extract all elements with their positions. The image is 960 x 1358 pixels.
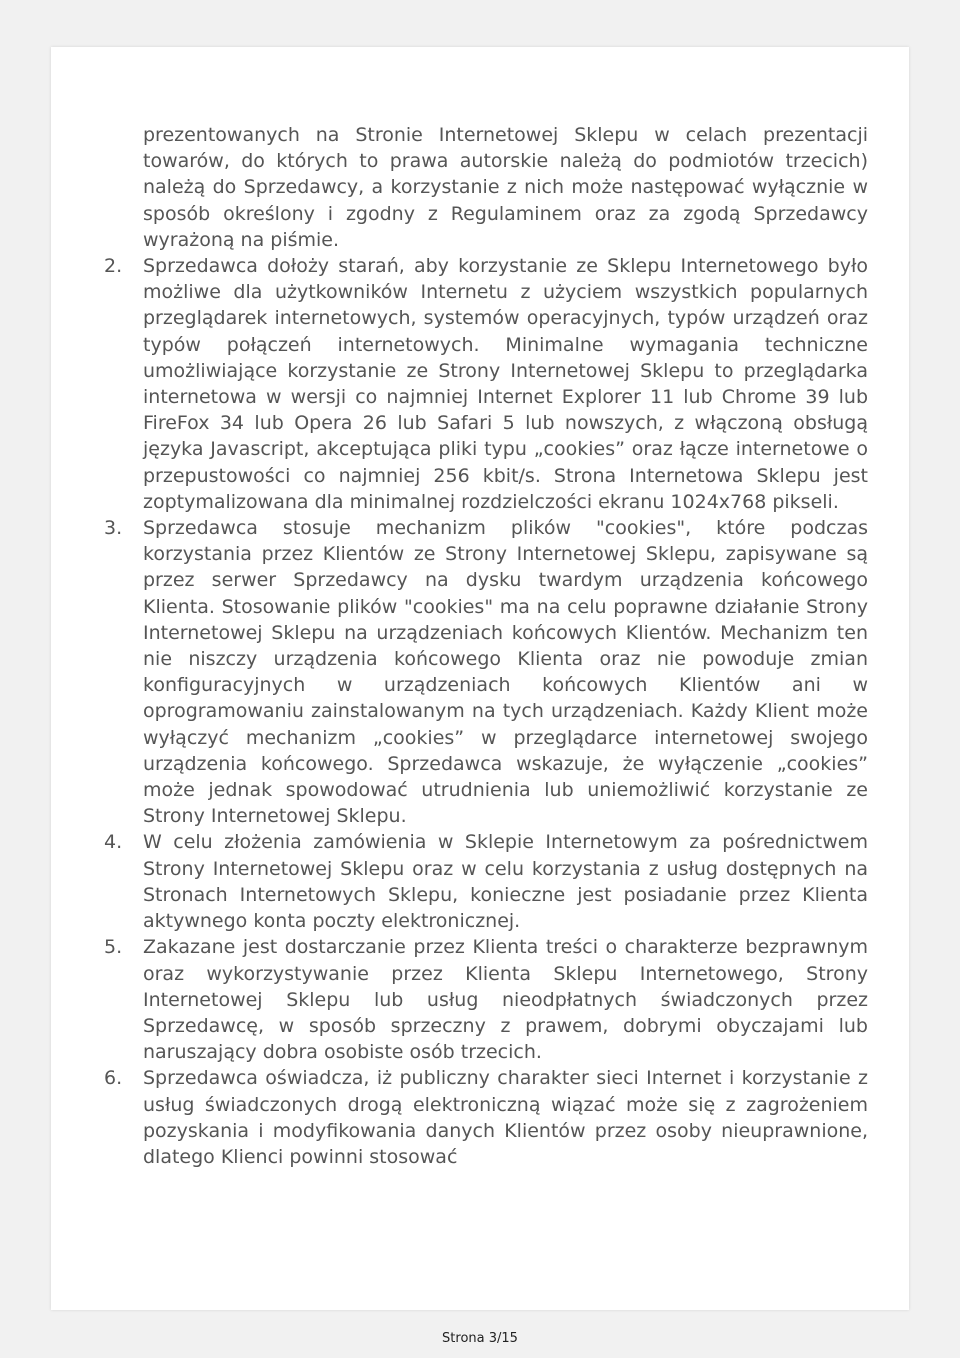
item-number: 2. bbox=[104, 255, 123, 278]
item-text: Sprzedawca dołoży starań, aby korzystanie ze Sklepu Internetowego było możliwe dla użytkowników Internetu z użyciem wszystkich popularnych przeglądarek internetowych, systemów operacyjnych, typów urządzeń oraz typów połączeń internetowych. Minimalne wymagania techniczne umożliwiające korzystanie ze Strony Internetowej Sklepu to przeglądarka internetowa w wersji co najmniej Internet Explorer 11 lub Chrome 39 lub FireFox 34 lub Opera 26 lub Safari 5 lub nowszych, z włączoną obsługą języka Javascript, akceptująca pliki typu „cookies” oraz łącze internetowe o przepustowości co najmniej 256 kbit/s. Strona Internetowa Sklepu jest zoptymalizowana dla minimalnej rozdzielczości ekranu 1024x768 pikseli. bbox=[143, 255, 868, 513]
list-item bbox=[104, 515, 868, 829]
item-number: 3. bbox=[104, 517, 123, 540]
page-content bbox=[104, 122, 868, 1170]
list-item bbox=[104, 1065, 868, 1170]
item-text: Zakazane jest dostarczanie przez Klienta treści o charakterze bezprawnym oraz wykorzystywanie przez Klienta Sklepu Internetowego, Strony Internetowej Sklepu lub usług nieodpłatnych świadczonych przez Sprzedawcę, w sposób sprzeczny z prawem, dobrymi obyczajami lub naruszający dobra osobiste osób trzecich. bbox=[143, 936, 868, 1064]
item-text: W celu złożenia zamówienia w Sklepie Internetowym za pośrednictwem Strony Internetowej Sklepu oraz w celu korzystania z usług dostępnych na Stronach Internetowych Sklepu, konieczne jest posiadanie przez Klienta aktywnego konta poczty elektronicznej. bbox=[143, 831, 868, 933]
item-number: 4. bbox=[104, 831, 123, 854]
item-number: 6. bbox=[104, 1067, 123, 1090]
item-text: Sprzedawca stosuje mechanizm plików "cookies", które podczas korzystania przez Klientów ze Strony Internetowej Sklepu, zapisywane są przez serwer Sprzedawcy na dysku twardym urządzenia końcowego Klienta. Stosowanie plików "cookies" ma na celu poprawne działanie Strony Internetowej Sklepu na urządzeniach końcowych Klientów. Mechanizm ten nie niszczy urządzenia końcowego Klienta oraz nie powoduje zmian konfiguracyjnych w urządzeniach końcowych Klientów ani w oprogramowaniu zainstalowanym na tych urządzeniach. Każdy Klient może wyłączyć mechanizm „cookies” w przeglądarce internetowej swojego urządzenia końcowego. Sprzedawca wskazuje, że wyłączenie „cookies” może jednak spowodować utrudnienia lub uniemożliwić korzystanie ze Strony Internetowej Sklepu. bbox=[143, 517, 868, 828]
item-text: Sprzedawca oświadcza, iż publiczny charakter sieci Internet i korzystanie z usług świadczonych drogą elektroniczną wiązać może się z zagrożeniem pozyskania i modyfikowania danych Klientów przez osoby nieuprawnione, dlatego Klienci powinni stosować bbox=[143, 1067, 868, 1168]
continuation-paragraph: prezentowanych na Stronie Internetowej Sklepu w celach prezentacji towarów, do których to prawa autorskie należą do podmiotów trzecich) należą do Sprzedawcy, a korzystanie z nich może następować wyłącznie w sposób określony i zgodny z Regulaminem oraz za zgodą Sprzedawcy wyrażoną na piśmie. bbox=[143, 124, 868, 251]
item-number: 5. bbox=[104, 936, 123, 959]
list-item bbox=[104, 829, 868, 934]
list-item bbox=[104, 934, 868, 1065]
list-item bbox=[104, 253, 868, 515]
page-number-footer: Strona 3/15 bbox=[442, 1331, 518, 1346]
document-page bbox=[51, 47, 909, 1310]
numbered-list bbox=[104, 253, 868, 1170]
